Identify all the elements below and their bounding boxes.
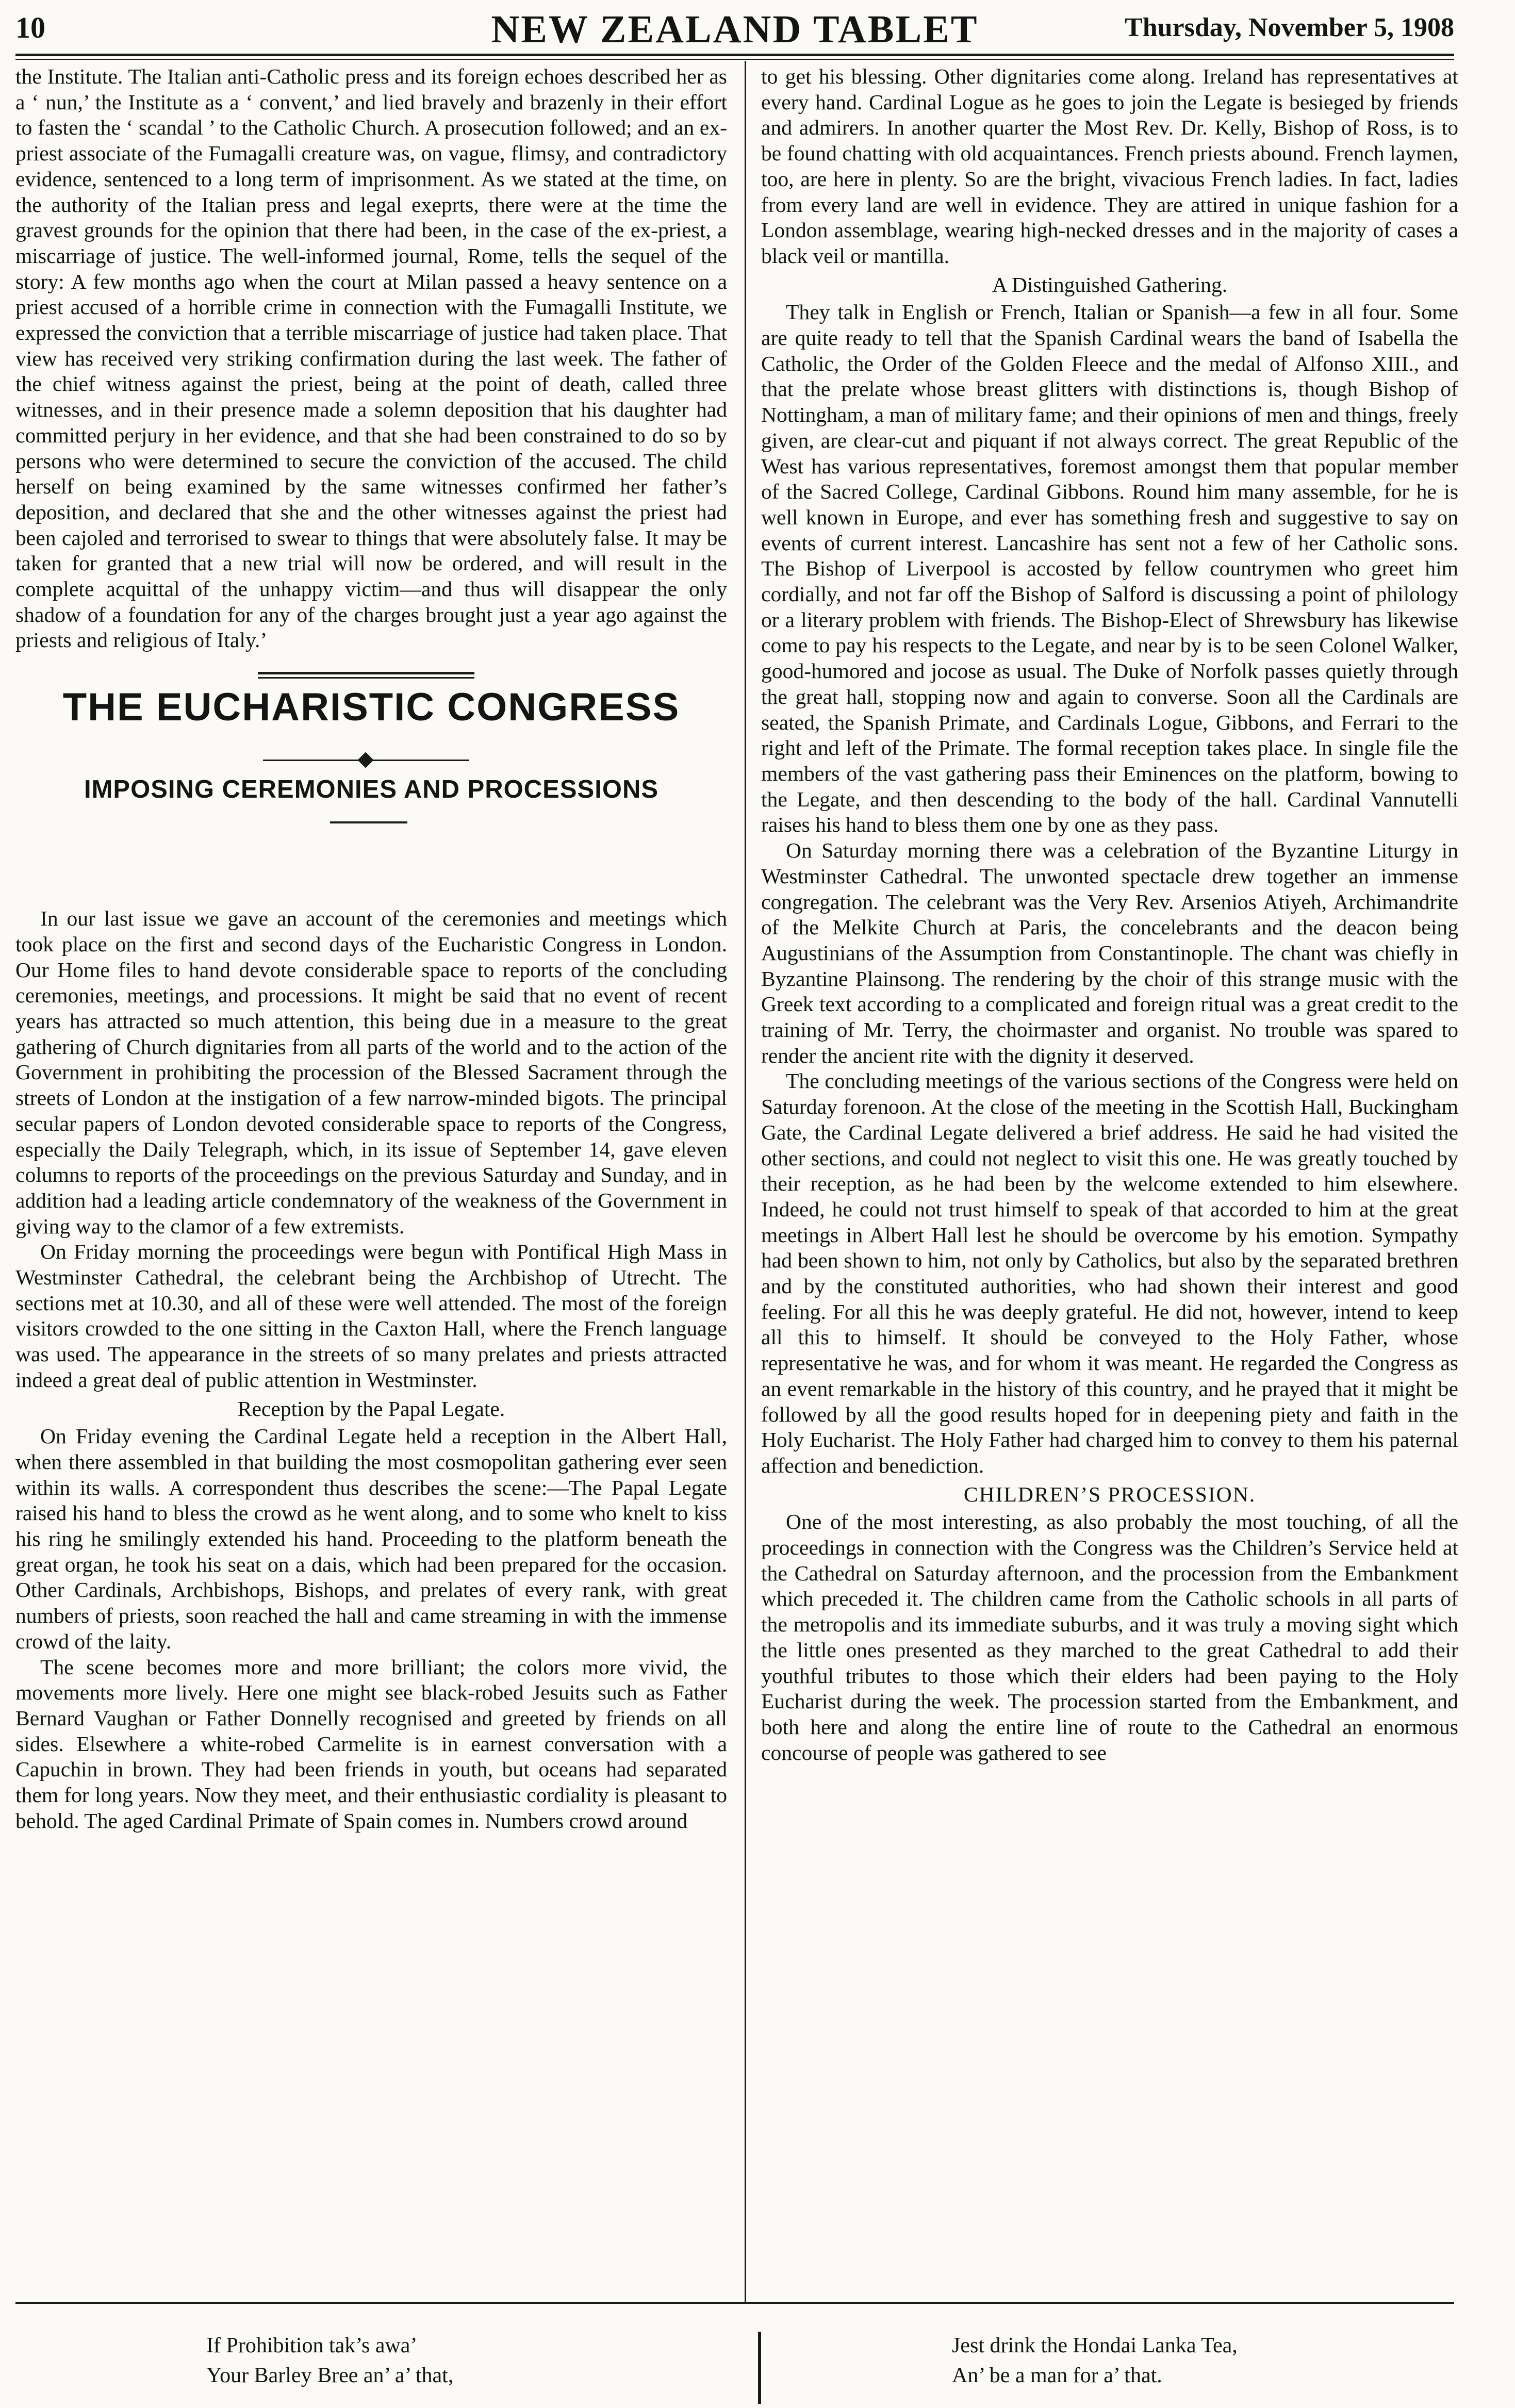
diamond-ornament bbox=[263, 754, 469, 767]
article-title: THE EUCHARISTIC CONGRESS bbox=[62, 685, 680, 730]
article-paragraph: In our last issue we gave an account of the ceremonies and meetings which took place on the first and second days of the Eucharistic Congress in London. Our Home files to hand devote considerable space to reports of the concluding ceremonies, meetings, and processions. It might be said that no event of recent years has attracted so much attention, this being due in a measure to the great gathering of Church dignitaries from all parts of the world and to the action of the Government in prohibiting the procession of the Blessed Sacrament through the streets of London at the instigation of a few narrow-minded bigots. The principal secular papers of London devoted considerable space to reports of the Congress, especially the Daily Telegraph, which, in its issue of September 14, gave eleven columns to reports of the proceedings on the previous Saturday and Sunday, and in addition had a leading article condemnatory of the weakness of the Government in giving way to the clamor of a few extremists. bbox=[15, 906, 727, 1238]
left-column bbox=[15, 64, 727, 1834]
article-paragraph: One of the most interesting, as also probably the most touching, of all the proceedings in connection with the Congress was the Children’s Service held at the Cathedral on Saturday afternoon, and the procession from the Embankment which preceded it. The children came from the Catholic schools in all parts of the metropolis and its immediate suburbs, and it was truly a moving sight which the little ones presented as they marched to the great Cathedral to add their youthful tributes to those which their elders had been paying to the Holy Eucharist during the week. The procession started from the Embankment, and both here and along the entire line of route to the Cathedral an enormous concourse of people was gathered to see bbox=[761, 1510, 1458, 1764]
verse-line: Your Barley Bree an’ a’ that, bbox=[206, 2364, 454, 2387]
article-paragraph: On Friday morning the proceedings were begun with Pontifical High Mass in Westminster Cathedral, the celebrant being the Archbishop of Utrecht. The sections met at 10.30, and all of these were well attended. The most of the foreign visitors crowded to the one sitting in the Caxton Hall, where the French language was used. The appearance in the streets of so many prelates and priests attracted indeed a great deal of public attention in Westminster. bbox=[15, 1240, 727, 1392]
masthead-rule-thin bbox=[15, 59, 1454, 60]
article-paragraph: The concluding meetings of the various sections of the Congress were held on Saturday forenoon. At the close of the meeting in the Scottish Hall, Buckingham Gate, the Cardinal Legate delivered a brief address. He said he had visited the other sections, and could not neglect to visit this one. He was greatly touched by their reception, as he had been by the welcome extended to him elsewhere. Indeed, he could not trust himself to speak of that accorded to him at the great meetings in Albert Hall lest he should be overcome by his emotion. Sympathy had been shown to him, not only by Catholics, but also by the separated brethren and by the constituted authorities, who had shown their interest and good feeling. For all this he was deeply grateful. He did not, however, intend to keep all this to himself. It should be conveyed to the Holy Father, whose representative he was, and for whom it was meant. He regarded the Congress as an event remarkable in the history of this country, and he prayed that it might be followed by all the good results hoped for in deepening piety and faith in the Holy Eucharist. The Holy Father had charged him to convey to them his paternal affection and benediction. bbox=[761, 1069, 1458, 1477]
article-paragraph: On Saturday morning there was a celebration of the Byzantine Liturgy in Westminster Cathedral. The unwonted spectacle drew together an immense congregation. The celebrant was the Very Rev. Arsenios Atiyeh, Archimandrite of the Melkite Church at Paris, the concelebrants and the deacon being Augustinians of the Assumption from Constantinople. The chant was chiefly in Byzantine Plainsong. The rendering by the choir of this strange music with the Greek text according to a complicated and foreign ritual was a great credit to the training of Mr. Terry, the choirmaster and organist. No trouble was spared to render the ancient rite with the dignity it deserved. bbox=[761, 838, 1458, 1067]
verse-line: An’ be a man for a’ that. bbox=[952, 2364, 1162, 2387]
title-rule-thin bbox=[258, 677, 474, 679]
article-paragraph: On Friday evening the Cardinal Legate held a reception in the Albert Hall, when there assembled in that building the most cosmopolitan gathering ever seen within its walls. A correspondent thus describes the scene:—The Papal Legate raised his hand to bless the crowd as he went along, and to some who knelt to kiss his ring he smilingly extended his hand. Proceeding to the platform beneath the great organ, he took his seat on a dais, which had been prepared for the occasion. Other Cardinals, Archbishops, Bishops, and prelates of every rank, with great numbers of priests, soon reached the hall and came streaming in with the immense crowd of the laity. bbox=[15, 1424, 727, 1653]
article-paragraph: The scene becomes more and more brilliant; the colors more vivid, the movements more lively. Here one might see black-robed Jesuits such as Father Bernard Vaughan or Father Donnelly recognised and greeted by friends on all sides. Elsewhere a white-robed Carmelite is in earnest conversation with a Capuchin in brown. They had been friends in youth, but oceans had separated them for long years. Now they meet, and their enthusiastic cordiality is pleasant to behold. The aged Cardinal Primate of Spain comes in. Numbers crowd around bbox=[15, 1655, 727, 1833]
footer-rule bbox=[15, 2302, 1454, 2304]
article-title-block bbox=[15, 653, 727, 906]
verse-line: If Prohibition tak’s awa’ bbox=[206, 2334, 418, 2357]
issue-date: Thursday, November 5, 1908 bbox=[1125, 13, 1454, 42]
right-column bbox=[761, 64, 1458, 1766]
masthead-rule bbox=[15, 54, 1454, 56]
footer-verse-right bbox=[952, 2331, 1416, 2390]
article-paragraph: They talk in English or French, Italian or Spanish—a few in all four. Some are quite ready to tell that the Spanish Cardinal wears the band of Isabella the Catholic, the Order of the Golden Fleece and the medal of Alfonso XIII., and that the prelate whose breast glitters with distinctions is, though Bishop of Nottingham, a man of military fame; and their opinions of men and things, freely given, are clear-cut and piquant if not always correct. The great Republic of the West has various representatives, foremost amongst them that popular member of the Sacred College, Cardinal Gibbons. Round him many assemble, for he is well known in Europe, and ever has something fresh and suggestive to say on events of current interest. Lancashire has sent not a few of her Catholic sons. The Bishop of Liverpool is accosted by fellow countrymen who greet him cordially, and not far off the Bishop of Salford is discussing a point of philology or a literary problem with friends. The Bishop-Elect of Shrewsbury has likewise come to pay his respects to the Legate, and near by is to be seen Colonel Walker, good-humored and jocose as usual. The Duke of Norfolk passes quietly through the great hall, stopping now and again to converse. Soon all the Cardinals are seated, the Spanish Primate, and Cardinals Logue, Gibbons, and Ferrari to the right and left of the Primate. The formal reception takes place. In single file the members of the vast gathering pass their Eminences on the platform, bowing to the Legate, and then descending to the body of the hall. Cardinal Vannutelli raises his hand to bless them one by one as they pass. bbox=[761, 300, 1458, 837]
subtitle-rule bbox=[330, 821, 407, 823]
continued-paragraph: the Institute. The Italian anti-Catholic press and its foreign echoes described her as a ‘ nun,’ the Institute as a ‘ convent,’ and lied bravely and brazenly in their effort to fasten the ‘ scandal ’ to the Catholic Church. A prosecution followed; and an ex-priest associate of the Fumagalli creature was, on vague, flimsy, and contradictory evidence, sentenced to a long term of imprisonment. As we stated at the time, on the authority of the Italian press and legal exeprts, there were at the time the gravest grounds for the opinion that there had been, in the case of the ex-priest, a miscarriage of justice. The well-informed journal, Rome, tells the sequel of the story: A few months ago when the court at Milan passed a heavy sentence on a priest accused of a horrible crime in connection with the Fumagalli Institute, we expressed the conviction that a terrible miscarriage of justice had taken place. That view has received very striking confirmation during the last week. The father of the chief witness against the priest, being at the point of death, called three witnesses, and in their presence made a solemn deposition that his daughter had committed perjury in her evidence, and that she had been constrained to do so by persons who were determined to secure the conviction of the accused. The child herself on being examined by the same witnesses confirmed her father’s deposition, and declared that she and the other witnesses against the priest had been cajoled and terrorised to swear to things that were absolutely false. It may be taken for granted that a new trial will now be ordered, and will result in the complete acquittal of the unhappy victim—and thus will disappear the only shadow of a foundation for any of the charges brought just a year ago against the priests and religious of Italy.’ bbox=[15, 64, 727, 652]
masthead bbox=[15, 7, 1454, 57]
section-heading: A Distinguished Gathering. bbox=[992, 272, 1228, 296]
newspaper-title: NEW ZEALAND TABLET bbox=[491, 8, 979, 51]
footer-divider bbox=[758, 2332, 761, 2404]
section-heading: Reception by the Papal Legate. bbox=[237, 1396, 505, 1421]
verse-line: Jest drink the Hondai Lanka Tea, bbox=[952, 2334, 1238, 2357]
title-rule bbox=[258, 672, 474, 674]
section-heading: CHILDREN’S PROCESSION. bbox=[963, 1482, 1256, 1506]
article-paragraph: to get his blessing. Other dignitaries come along. Ireland has representatives at every hand. Cardinal Logue as he goes to join the Legate is besieged by friends and admirers. In another quarter the Most Rev. Dr. Kelly, Bishop of Ross, is to be found chatting with old acquaintances. French priests abound. French laymen, too, are here in plenty. So are the bright, vivacious French ladies. In fact, ladies from every land are well in evidence. They are attired in unique fashion for a London assemblage, wearing high-necked dresses and in the majority of cases a black veil or mantilla. bbox=[761, 64, 1458, 268]
article-subtitle: IMPOSING CEREMONIES AND PROCESSIONS bbox=[84, 776, 659, 804]
page-number: 10 bbox=[15, 11, 45, 44]
column-divider bbox=[745, 61, 746, 2302]
footer-verse-left bbox=[206, 2331, 670, 2390]
